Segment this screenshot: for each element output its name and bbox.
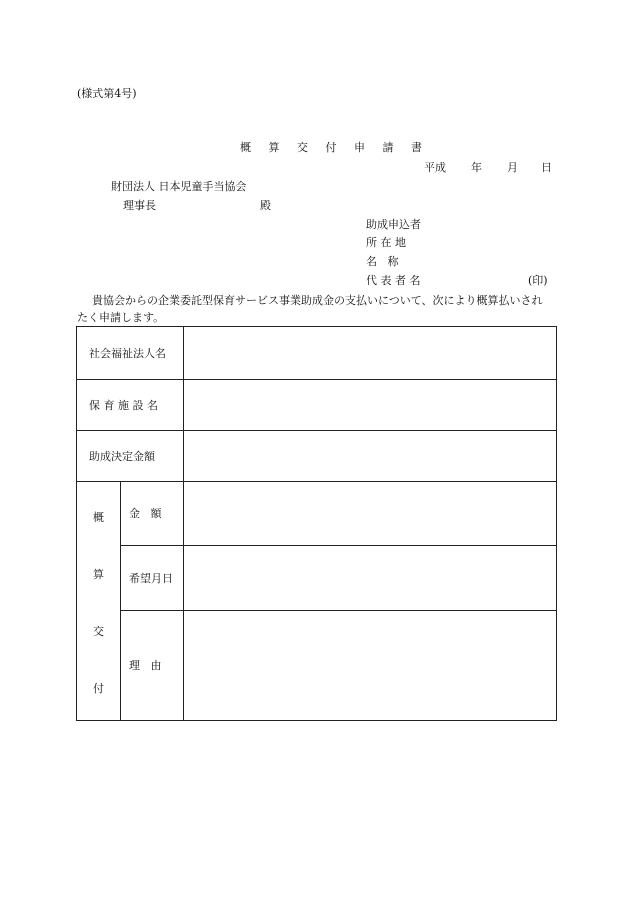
applicant-address-label: 所 在 地	[366, 236, 406, 249]
addressee-role: 理事長	[123, 199, 156, 212]
date-day: 日	[541, 161, 552, 174]
application-statement: 貴協会からの企業委託型保育サービス事業助成金の支払いについて、次により概算払いされたく申請します。	[77, 294, 543, 324]
amount-label: 金 額	[129, 507, 162, 520]
form-number: (様式第4号)	[77, 87, 137, 100]
desired-date-label: 希望月日	[129, 572, 173, 585]
document-title: 概 算 交 付 申 請 書	[240, 141, 429, 154]
date-month: 月	[507, 161, 518, 174]
date-year: 年	[471, 161, 482, 174]
group-char-1: 概	[93, 511, 104, 524]
facility-name-label: 保 育 施 設 名	[89, 399, 158, 412]
group-char-3: 交	[93, 625, 104, 638]
column-divider	[120, 481, 121, 720]
reason-field[interactable]	[184, 611, 556, 720]
date-era: 平成	[424, 161, 446, 174]
grant-amount-label: 助成決定金額	[89, 450, 155, 463]
group-char-2: 算	[93, 568, 104, 581]
applicant-representative-label: 代 表 者 名	[366, 274, 421, 287]
desired-date-field[interactable]	[184, 546, 556, 610]
addressee-honorific: 殿	[260, 199, 271, 212]
amount-field[interactable]	[184, 482, 556, 545]
corp-name-field[interactable]	[184, 327, 556, 379]
addressee-organization: 財団法人 日本児童手当協会	[111, 180, 247, 193]
applicant-heading: 助成申込者	[366, 218, 421, 231]
reason-label: 理 由	[129, 659, 162, 672]
corp-name-label: 社会福祉法人名	[89, 347, 166, 360]
seal-mark: (印)	[528, 274, 548, 287]
grant-amount-field[interactable]	[184, 431, 556, 481]
group-char-4: 付	[93, 682, 104, 695]
application-form-table	[76, 326, 557, 721]
facility-name-field[interactable]	[184, 380, 556, 430]
applicant-name-label: 名 称	[366, 255, 399, 268]
